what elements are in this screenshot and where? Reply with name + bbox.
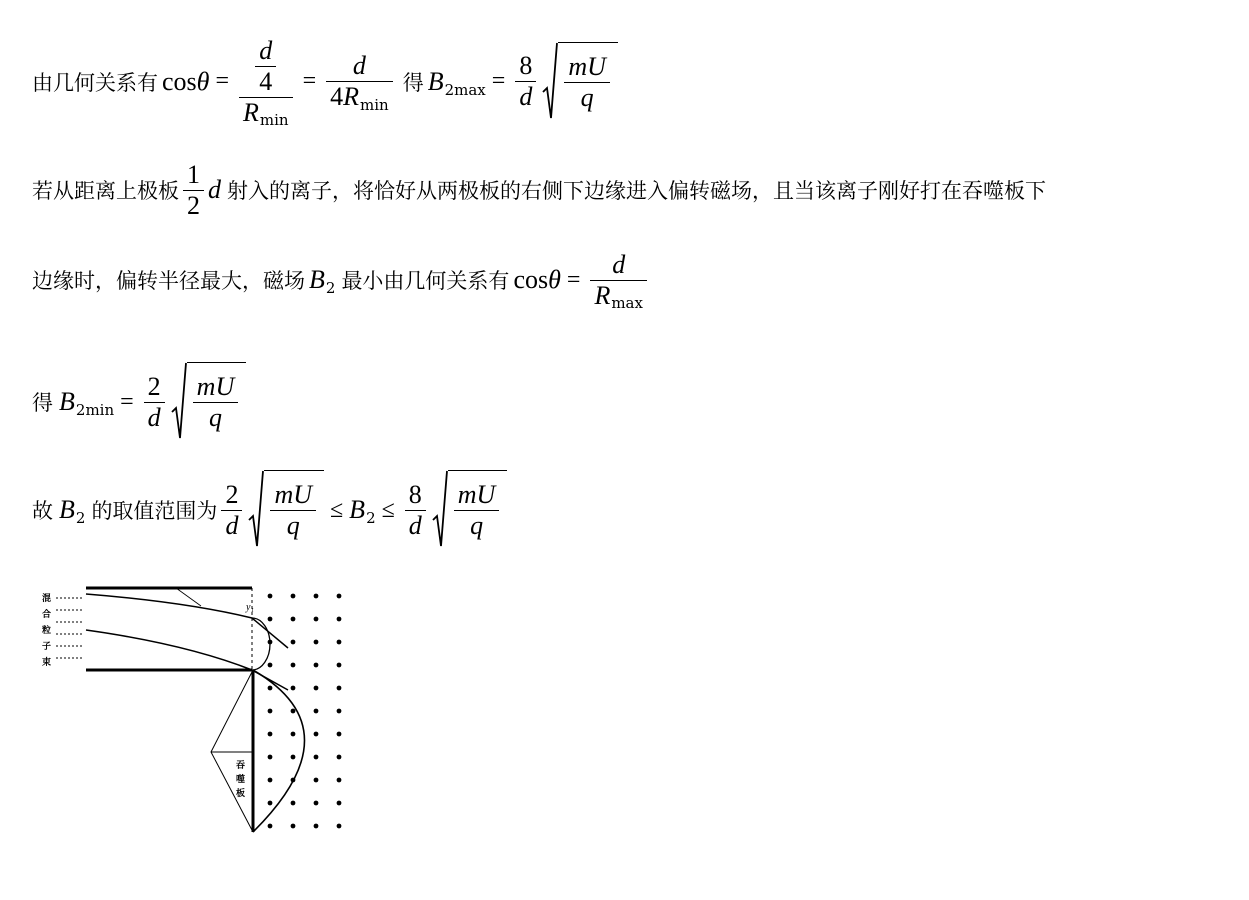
text-l1-prefix: 由几何关系有 bbox=[32, 70, 158, 95]
beam-label-3: 子 bbox=[42, 642, 52, 652]
theta-symbol: θ bbox=[548, 265, 561, 295]
equals-sign: = bbox=[491, 68, 506, 95]
text-line-3: 边缘时，偏转半径最大，磁场 B 2 最小由几何关系有 cos θ = d R max bbox=[32, 250, 651, 311]
trajectory-lower bbox=[86, 630, 288, 690]
field-dot bbox=[337, 594, 342, 599]
b-symbol: B bbox=[309, 265, 325, 295]
fraction-d-over-4rmin: d 4 R min bbox=[326, 51, 393, 112]
field-dot bbox=[314, 801, 319, 806]
fraction-2-over-d: $\frac{2}{d}$ bbox=[144, 372, 165, 433]
fraction-2-over-d: $\frac{2}{d}$ bbox=[221, 480, 242, 541]
field-dot bbox=[314, 824, 319, 829]
le-sign: ≤ bbox=[381, 496, 395, 523]
field-dot bbox=[268, 709, 273, 714]
beam-leaders bbox=[56, 598, 84, 658]
field-dot bbox=[337, 824, 342, 829]
plate-label-1: 噬 bbox=[236, 775, 246, 785]
text-l5-mid: 的取值范围为 bbox=[91, 499, 218, 523]
field-dot bbox=[314, 709, 319, 714]
radical-sign-icon bbox=[542, 42, 558, 122]
sqrt-mu-over-q: $\frac{mU}{q}$ bbox=[432, 470, 508, 550]
text-l3-prefix: 边缘时，偏转半径最大，磁场 bbox=[32, 269, 305, 294]
field-dot bbox=[268, 686, 273, 691]
field-dot bbox=[291, 617, 296, 622]
theta-symbol: θ bbox=[196, 66, 210, 96]
field-dot bbox=[314, 778, 319, 783]
angle-line bbox=[176, 588, 201, 606]
beam-label-chars bbox=[41, 592, 51, 668]
field-dot bbox=[291, 709, 296, 714]
field-dot bbox=[291, 663, 296, 668]
field-dot bbox=[314, 594, 319, 599]
field-dot bbox=[314, 755, 319, 760]
d-symbol: d bbox=[208, 175, 221, 205]
radical-sign-icon bbox=[248, 470, 264, 550]
radical-sign-icon bbox=[171, 362, 187, 442]
field-dot bbox=[291, 824, 296, 829]
field-dot bbox=[268, 732, 273, 737]
fraction-d-over-rmax: d R max bbox=[590, 250, 647, 311]
text-l2-suffix: 射入的离子，将恰好从两极板的右侧下边缘进入偏转磁场，且当该离子刚好打在吞噬板下 bbox=[227, 179, 1046, 204]
fraction-1-over-2: $\frac{1}{2}$ bbox=[183, 160, 204, 221]
fraction-d4-over-rmin: $\frac{d}{4}$ R min bbox=[239, 36, 293, 128]
field-dot bbox=[291, 686, 296, 691]
field-dot bbox=[291, 594, 296, 599]
b-symbol: B bbox=[427, 66, 444, 96]
text-l2-prefix: 若从距离上极板 bbox=[32, 179, 179, 204]
field-dot bbox=[268, 663, 273, 668]
equation-line-5: 故 B 2 的取值范围为 $\frac{2}{d}$ $\frac{mU}{q}$ ≤ B 2 ≤ $\frac{8}{d}$ $\frac{mU}{q}$ bbox=[32, 470, 507, 550]
sqrt-mu-over-q: $\frac{mU}{q}$ bbox=[542, 42, 618, 122]
field-dot bbox=[268, 594, 273, 599]
field-dot bbox=[268, 640, 273, 645]
trajectory-upper bbox=[86, 594, 288, 648]
b-symbol: B bbox=[59, 387, 75, 416]
field-dot bbox=[314, 663, 319, 668]
fraction-8-over-d: $\frac{8}{d}$ bbox=[405, 480, 426, 541]
equation-line-4: 得 B 2min = $\frac{2}{d}$ $\frac{mU}{q}$ bbox=[32, 362, 246, 442]
equals-sign: = bbox=[566, 266, 581, 293]
text-de: 得 bbox=[402, 70, 424, 95]
geometry-lines bbox=[211, 670, 253, 832]
beam-label-0: 混 bbox=[42, 594, 52, 604]
physics-diagram bbox=[36, 580, 356, 840]
field-dot bbox=[337, 617, 342, 622]
field-dot bbox=[291, 640, 296, 645]
b-symbol: B bbox=[59, 495, 75, 524]
field-dot bbox=[314, 686, 319, 691]
field-dot bbox=[291, 755, 296, 760]
large-orbit bbox=[253, 670, 305, 832]
field-dot bbox=[337, 663, 342, 668]
text-l3-mid: 最小由几何关系有 bbox=[341, 269, 510, 294]
field-dot bbox=[268, 778, 273, 783]
field-dot bbox=[268, 824, 273, 829]
field-dot bbox=[291, 801, 296, 806]
field-dot bbox=[314, 732, 319, 737]
plate-label-0: 吞 bbox=[236, 761, 246, 771]
field-dot bbox=[291, 778, 296, 783]
cos-func: cos bbox=[162, 66, 197, 96]
b-symbol: B bbox=[349, 495, 366, 524]
plate-label-chars bbox=[236, 759, 245, 799]
field-dot bbox=[337, 778, 342, 783]
fraction-8-over-d: $\frac{8}{d}$ bbox=[515, 51, 536, 112]
field-dot bbox=[337, 755, 342, 760]
equals-sign: = bbox=[120, 388, 134, 415]
text-gu: 故 bbox=[32, 499, 53, 523]
beam-label-4: 束 bbox=[42, 658, 52, 668]
beam-label-2: 粒 bbox=[42, 626, 52, 636]
field-dot bbox=[337, 709, 342, 714]
cos-func: cos bbox=[513, 265, 549, 295]
field-dot bbox=[314, 640, 319, 645]
field-dot bbox=[268, 755, 273, 760]
plate-label-2: 板 bbox=[236, 789, 246, 799]
field-dot bbox=[337, 686, 342, 691]
field-dot bbox=[268, 617, 273, 622]
fraction-d-over-4: $\frac{d}{4}$ bbox=[255, 36, 276, 97]
radical-sign-icon bbox=[432, 470, 448, 550]
field-dot bbox=[268, 801, 273, 806]
text-line-2 bbox=[32, 160, 1046, 221]
equals-sign: = bbox=[215, 68, 229, 95]
field-dot bbox=[337, 732, 342, 737]
le-sign: ≤ bbox=[330, 496, 344, 523]
field-dot bbox=[337, 640, 342, 645]
sqrt-mu-over-q: $\frac{mU}{q}$ bbox=[171, 362, 247, 442]
field-dot bbox=[291, 732, 296, 737]
magnetic-field-dots bbox=[268, 594, 342, 829]
beam-label-1: 合 bbox=[42, 610, 52, 620]
sqrt-mu-over-q: $\frac{mU}{q}$ bbox=[248, 470, 324, 550]
text-de: 得 bbox=[32, 391, 53, 415]
y1-label: y₁ bbox=[246, 602, 254, 613]
equation-line-1: 由几何关系有 cos θ = $\frac{d}{4}$ R min = d 4 R min 得 B 2max = $\frac{8}{d}$ $\frac{mU}{q}$ bbox=[32, 36, 618, 128]
field-dot bbox=[314, 617, 319, 622]
field-dot bbox=[337, 801, 342, 806]
equals-sign: = bbox=[302, 68, 317, 95]
